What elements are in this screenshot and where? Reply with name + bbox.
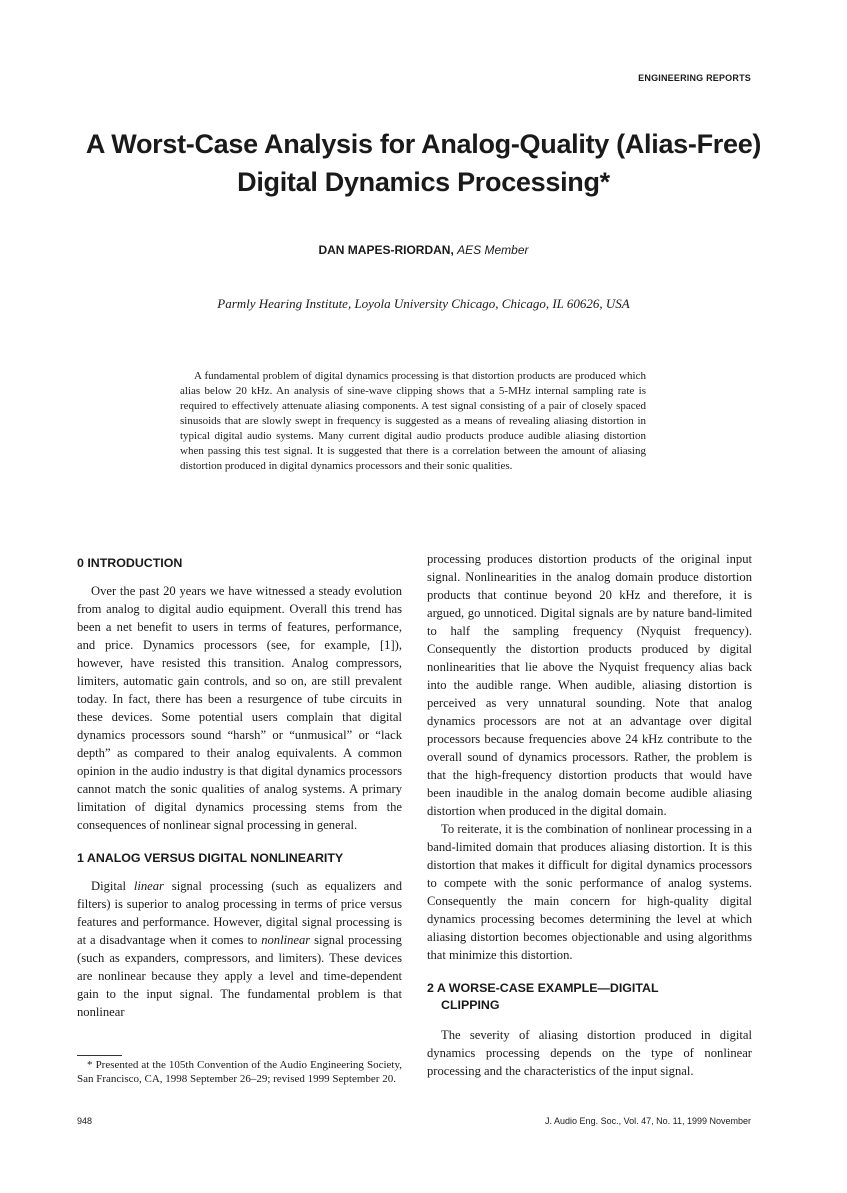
page-number: 948 bbox=[77, 1116, 93, 1126]
heading-line-2: CLIPPING bbox=[441, 998, 500, 1012]
running-header: ENGINEERING REPORTS bbox=[638, 73, 751, 83]
section2-paragraph-1: The severity of aliasing distortion produced in digital dynamics processing depends on the type of nonlinear processing and the characteristics of the input signal. bbox=[427, 1028, 752, 1078]
abstract: A fundamental problem of digital dynamics processing is that distortion products are produced which alias below 20 kHz. An analysis of sine-wave clipping shows that a 5-MHz internal sampling rate is required to effectively attenuate aliasing components. A test signal consisting of a pair of closely spaced sinusoids that are slowly swept in frequency is suggested as a means of revealing aliasing distortion in typical digital audio systems. Many current digital audio products produce audible aliasing distortion when passing this test signal. It is suggested that there is a correlation between the amount of aliasing distortion produced in digital dynamics processors and their sonic qualities. bbox=[180, 370, 646, 472]
author-affiliation: Parmly Hearing Institute, Loyola University Chicago, Chicago, IL 60626, USA bbox=[217, 296, 630, 311]
title-line-1: A Worst-Case Analysis for Analog-Quality (Alias-Free) bbox=[85, 129, 762, 159]
intro-paragraph: Over the past 20 years we have witnessed a steady evolution from analog to digital audio equipment. Overall this trend has been a net benefit to users in terms of features, performance, and price. Dynamics processors (see, for example, [1]), however, have resisted this transition. Analog compressors, limiters, automatic gain controls, and so on, are still prevalent today. In fact, there has been a resurgence of tube circuits in these devices. Some potential users complain that digital dynamics processors sound “harsh” or “unmusical” or “lack depth” as compared to their analog equivalents. A common opinion in the audio industry is that digital dynamics processors cannot match the sonic qualities of analog systems. A primary limitation of digital dynamics processing stems from the consequences of nonlinear signal processing in general. bbox=[77, 584, 402, 832]
text-span: signal processing (such as equalizers and filters) is superior to analog processing in terms of price versus features and performance. However, digital signal processing is at a disadvantage when it comes to bbox=[77, 879, 402, 947]
heading-line-1: 2 A WORSE-CASE EXAMPLE—DIGITAL bbox=[427, 981, 659, 995]
section-heading-analog-vs-digital: 1 ANALOG VERSUS DIGITAL NONLINEARITY bbox=[77, 851, 344, 865]
journal-citation: J. Audio Eng. Soc., Vol. 47, No. 11, 1999 November bbox=[545, 1116, 751, 1126]
text-span: Digital bbox=[91, 879, 134, 893]
footnote-rule bbox=[77, 1055, 122, 1056]
left-column bbox=[77, 555, 402, 1021]
author-membership: AES Member bbox=[457, 243, 529, 257]
section-heading-introduction: 0 INTRODUCTION bbox=[77, 556, 183, 570]
section1-paragraph-1-part-1 bbox=[77, 877, 402, 1021]
paper-title bbox=[60, 125, 787, 201]
emphasis-linear: linear bbox=[133, 879, 164, 893]
section1-paragraph-1-continued: processing produces distortion products of the original input signal. Nonlinearities in the analog domain produce distortion products that continue beyond 20 kHz and therefore, it is argued, go unnoticed. Digital signals are by nature band-limited to half the sampling frequency (Nyquist frequency). Consequently the distortion products produced by digital nonlinearities that lie above the Nyquist frequency alias back into the audible range. When audible, aliasing distortion is perceived as very unnatural sounding. Note that analog dynamics processors are not at an advantage over digital processors because frequencies above 24 kHz contribute to the overall sound of dynamics processors. Rather, the problem is that the high-frequency distortion products that would have been inaudible in the analog domain become audible aliasing distortion when produced in the digital domain. bbox=[427, 552, 752, 818]
author-line bbox=[0, 243, 847, 257]
section1-paragraph-2: To reiterate, it is the combination of nonlinear processing in a band-limited domain that produces aliasing distortion. It is this distortion that makes it difficult for digital dynamics processors to compete with the sonic performance of analog systems. Consequently the main concern for high-quality digital dynamics processing becomes determining the level at which aliasing distortion becomes objectionable and using algorithms that minimize this distortion. bbox=[427, 822, 752, 962]
title-line-2: Digital Dynamics Processing* bbox=[237, 167, 610, 197]
text-span: signal processing (such as expanders, compressors, and limiters). These devices are nonlinear because they apply a level and time-dependent gain to the input signal. The fundamental problem is that nonlinear bbox=[77, 933, 402, 1019]
section-heading-worst-case-example bbox=[427, 980, 752, 1014]
author-name: DAN MAPES-RIORDAN, bbox=[318, 243, 454, 257]
emphasis-nonlinear: nonlinear bbox=[261, 933, 311, 947]
footnote: * Presented at the 105th Convention of the Audio Engineering Society, San Francisco, CA, 1998 September 26–29; revised 1999 September 20. bbox=[77, 1059, 402, 1085]
right-column bbox=[427, 550, 752, 1080]
